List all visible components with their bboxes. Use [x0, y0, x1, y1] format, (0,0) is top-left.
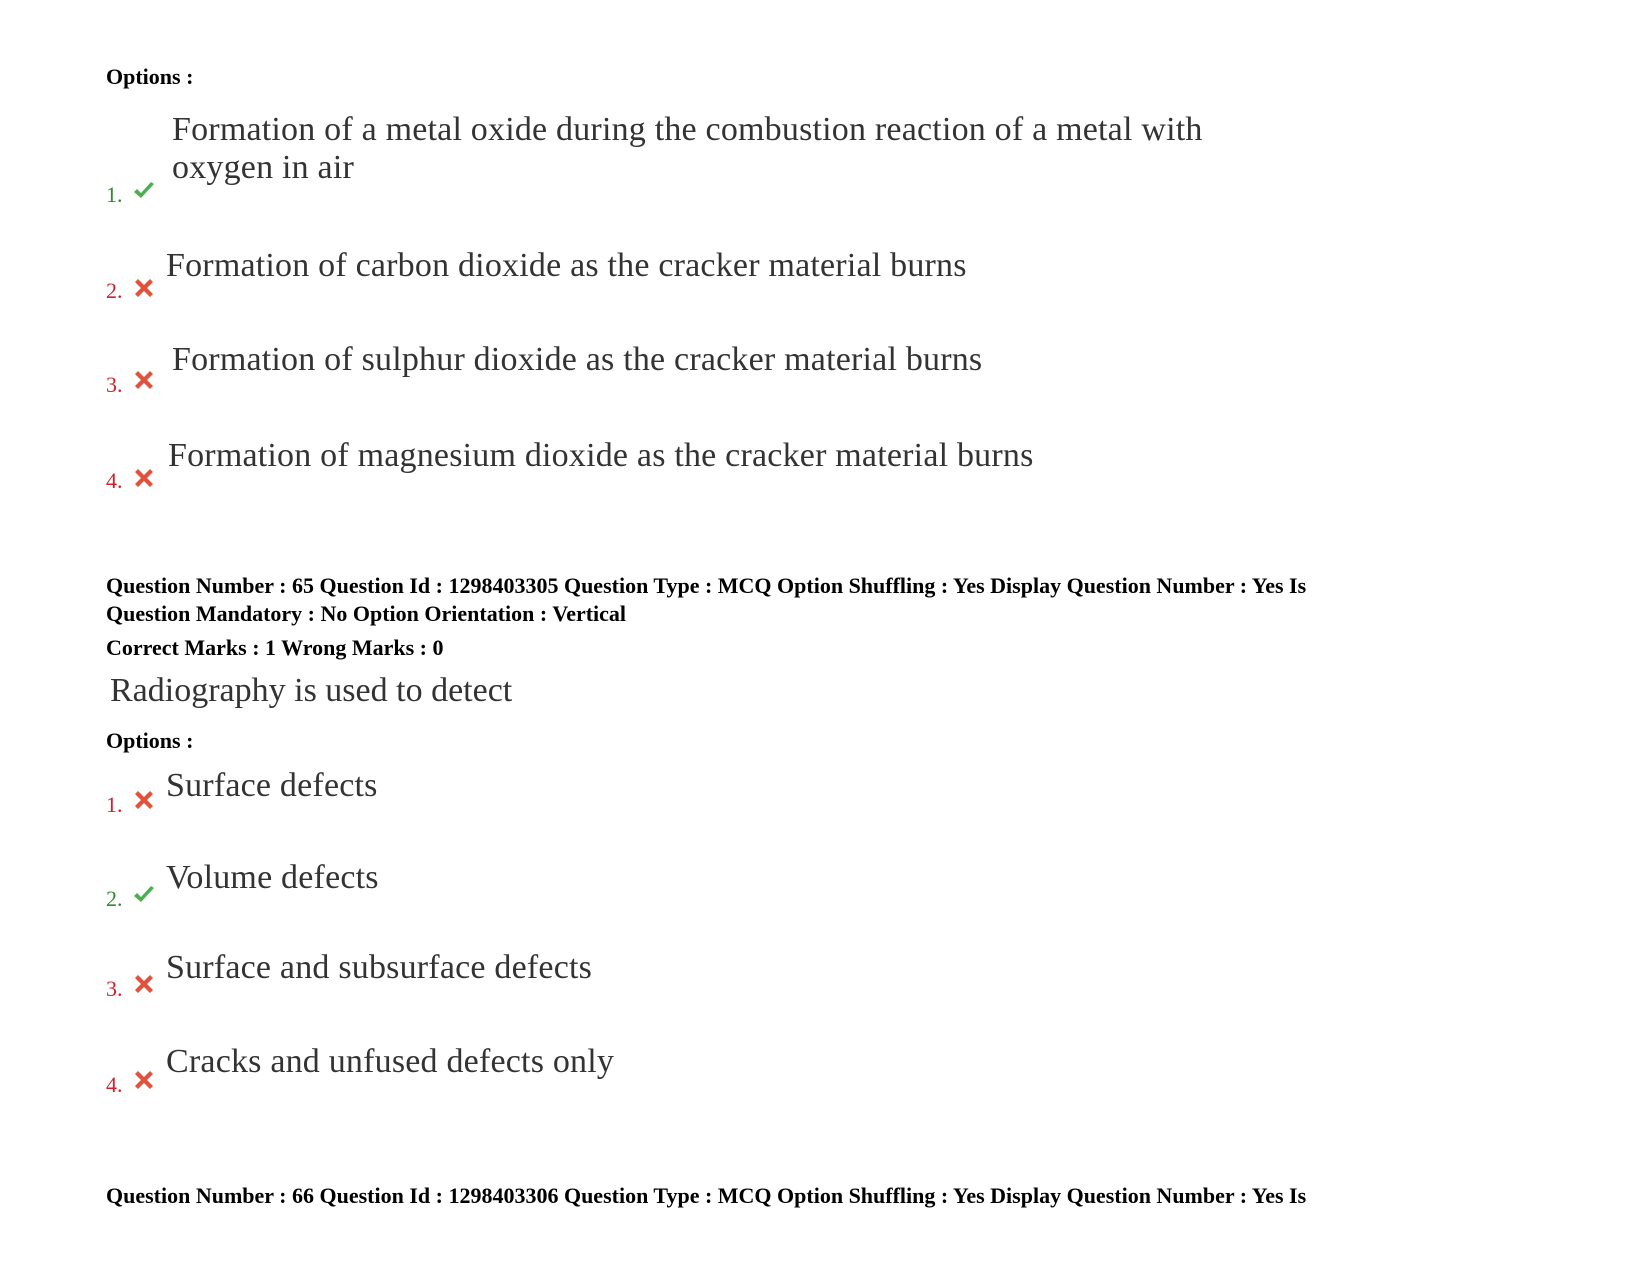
cross-icon [132, 972, 156, 994]
option-number: 2. [106, 278, 123, 303]
cross-icon [132, 788, 156, 810]
option-text: Formation of magnesium dioxide as the cracker material burns [168, 437, 1034, 474]
question-meta-line-1: Question Number : 66 Question Id : 1298403306 Question Type : MCQ Option Shuffling : Yes Display Question Number : Yes Is [106, 1183, 1307, 1208]
option-text: Formation of sulphur dioxide as the cracker material burns [172, 341, 983, 378]
option-number: 1. [106, 792, 123, 817]
cross-icon [132, 1068, 156, 1090]
question-meta-line-2: Question Mandatory : No Option Orientation : Vertical [106, 601, 627, 626]
options-label: Options : [106, 728, 194, 753]
option-number: 1. [106, 182, 123, 207]
option-text-line-2: oxygen in air [172, 149, 354, 186]
cross-icon [132, 276, 156, 298]
option-text: Formation of carbon dioxide as the cracker material burns [166, 247, 967, 284]
option-number: 3. [106, 372, 123, 397]
option-number: 2. [106, 886, 123, 911]
options-label: Options : [106, 64, 194, 89]
option-text: Volume defects [166, 859, 379, 896]
option-text: Surface and subsurface defects [166, 949, 593, 986]
option-text-line-1: Formation of a metal oxide during the combustion reaction of a metal with [172, 111, 1203, 148]
cross-icon [132, 368, 156, 390]
option-text: Cracks and unfused defects only [166, 1043, 615, 1080]
question-marks: Correct Marks : 1 Wrong Marks : 0 [106, 635, 444, 660]
cross-icon [132, 466, 156, 488]
option-number: 4. [106, 468, 123, 493]
check-icon [132, 180, 156, 202]
check-icon [132, 884, 156, 906]
option-number: 4. [106, 1072, 123, 1097]
option-number: 3. [106, 976, 123, 1001]
question-meta-line-1: Question Number : 65 Question Id : 1298403305 Question Type : MCQ Option Shuffling : Yes Display Question Number : Yes Is [106, 573, 1307, 598]
question-stem: Radiography is used to detect [110, 672, 513, 709]
option-text: Surface defects [166, 767, 378, 804]
